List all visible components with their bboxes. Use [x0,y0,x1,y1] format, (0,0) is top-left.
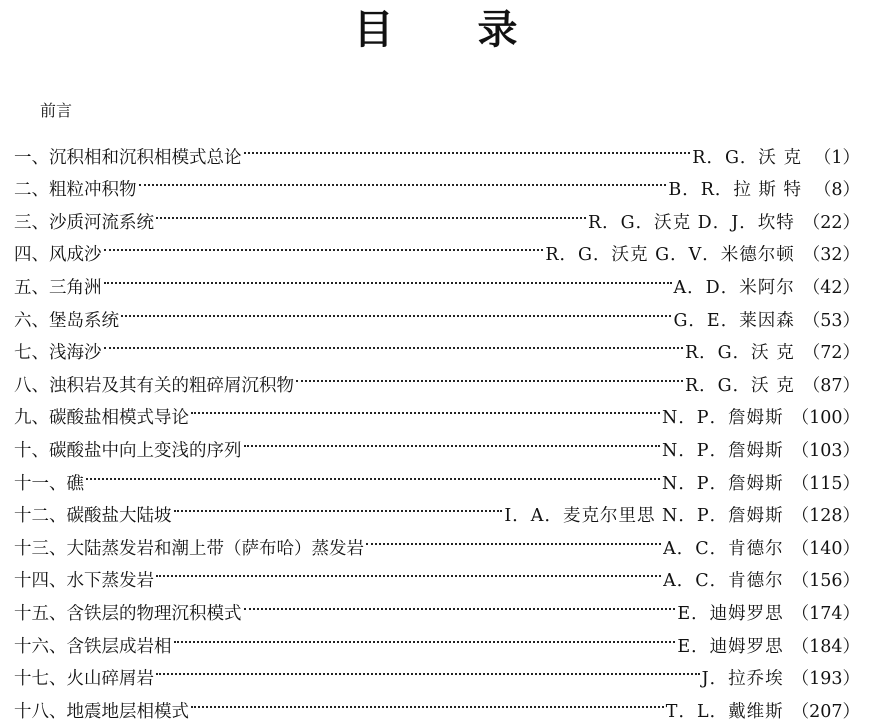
toc-entry-title: 大陆蒸发岩和潮上带（萨布哈）蒸发岩 [66,538,364,559]
toc-entry-author: I．A．麦克尔里思 N．P．詹姆斯 [504,506,784,527]
toc-entry-title: 含铁层成岩相 [66,636,172,657]
toc-entry-author: J．拉乔埃 [701,669,784,690]
toc-entry-title: 火山碎屑岩 [66,669,154,690]
toc-entry-author: R．G．沃 克 [685,375,795,396]
toc-entry-title: 浊积岩及其有关的粗碎屑沉积物 [49,375,294,396]
toc-entry-page: （72） [802,343,860,364]
toc-entry-number: 十三、 [14,538,67,559]
toc-entry-number: 十六、 [14,636,67,657]
toc-dot-leader [156,195,586,228]
toc-dot-leader [296,358,683,391]
toc-entry-number: 十、 [14,440,49,461]
table-of-contents [14,130,860,722]
toc-entry-author: R．G．沃克 D．J．坎特 [587,212,795,233]
toc-dot-leader [191,391,660,424]
toc-entry-title: 浅海沙 [49,343,102,364]
toc-entry-author: N．P．詹姆斯 [662,440,784,461]
toc-entry-author: E．迪姆罗思 [677,603,784,624]
toc-entry-page: （100） [791,408,860,429]
toc-dot-leader [104,326,684,359]
toc-entry-title: 碳酸盐中向上变浅的序列 [49,440,242,461]
toc-entry-author: A．D．米阿尔 [673,277,795,298]
toc-dot-leader [139,163,667,196]
toc-entry-number: 一、 [14,147,49,168]
toc-entry-author: R．G．沃克 G．V．米德尔顿 [545,245,795,266]
toc-dot-leader [104,228,544,261]
toc-entry-number: 七、 [14,343,49,364]
toc-entry-page: （87） [802,375,860,396]
toc-entry-title: 水下蒸发岩 [66,571,154,592]
toc-entry-number: 六、 [14,310,49,331]
toc-entry-number: 十二、 [14,506,67,527]
toc-entry-title: 沙质河流系统 [49,212,154,233]
toc-entry-title: 碳酸盐相模式导论 [49,408,189,429]
toc-entry-number: 四、 [14,245,49,266]
toc-entry-author: A．C．肯德尔 [663,571,784,592]
toc-dot-leader [366,521,661,554]
toc-entry-number: 八、 [14,375,49,396]
toc-entry-page: （103） [791,440,860,461]
toc-entry-title: 风成沙 [49,245,102,266]
toc-preface-entry[interactable]: 前言 [40,101,73,120]
toc-entry-title: 沉积相和沉积相模式总论 [49,147,242,168]
toc-entry-author: N．P．詹姆斯 [662,408,784,429]
toc-entry-author: E．迪姆罗思 [677,636,784,657]
page-title-char-1: 目 [353,6,394,53]
toc-entry-author: B．R．拉 斯 特 [668,180,802,201]
toc-entry-page: （32） [802,245,860,266]
toc-entry-page: （140） [791,538,860,559]
toc-entry-page: （184） [791,636,860,657]
toc-entry-author: G．E．莱因森 [673,310,795,331]
toc-dot-leader [244,586,676,619]
toc-entry-number: 二、 [14,180,49,201]
toc-dot-leader [244,130,691,163]
toc-entry-title: 地震地层相模式 [66,701,189,722]
toc-entry-page: （53） [802,310,860,331]
toc-dot-leader [156,554,661,587]
toc-dot-leader [174,489,503,522]
toc-entry-page: （193） [791,669,860,690]
toc-entry-page: （156） [791,571,860,592]
toc-entry-number: 五、 [14,277,49,298]
toc-entry-title: 粗粒冲积物 [49,180,137,201]
toc-dot-leader [86,456,660,489]
toc-entry-title: 碳酸盐大陆坡 [66,506,172,527]
toc-dot-leader [104,260,672,293]
toc-entry-page: （207） [791,701,860,722]
toc-dot-leader [244,423,661,456]
toc-entry-page: （8） [813,180,860,201]
toc-entry-author: R．G．沃 克 [685,343,795,364]
toc-entry-number: 十五、 [14,603,67,624]
toc-entry-title: 礁 [66,473,84,494]
toc-entry-title: 堡岛系统 [49,310,119,331]
page-title-char-2: 录 [477,6,518,53]
toc-entry-page: （174） [791,603,860,624]
toc-entry-number: 三、 [14,212,49,233]
toc-dot-leader [156,652,700,685]
toc-entry-author: T．L．戴维斯 [665,701,784,722]
toc-entry[interactable] [14,130,860,168]
toc-entry-number: 十四、 [14,571,67,592]
toc-dot-leader [174,619,676,652]
toc-dot-leader [121,293,671,326]
toc-entry-title: 三角洲 [49,277,102,298]
toc-entry-page: （22） [802,212,860,233]
page-title [0,2,871,58]
toc-entry-number: 十七、 [14,669,67,690]
toc-entry-author: R．G．沃 克 [692,147,802,168]
toc-entry-number: 十八、 [14,701,67,722]
toc-entry-number: 九、 [14,408,49,429]
toc-entry-author: N．P．詹姆斯 [662,473,784,494]
toc-entry-page: （115） [791,473,860,494]
toc-entry-page: （42） [802,277,860,298]
toc-dot-leader [191,684,664,717]
toc-entry-author: A．C．肯德尔 [663,538,784,559]
toc-entry-title: 含铁层的物理沉积模式 [66,603,242,624]
toc-entry-number: 十一、 [14,473,67,494]
toc-entry-page: （1） [813,147,860,168]
toc-entry-page: （128） [791,506,860,527]
